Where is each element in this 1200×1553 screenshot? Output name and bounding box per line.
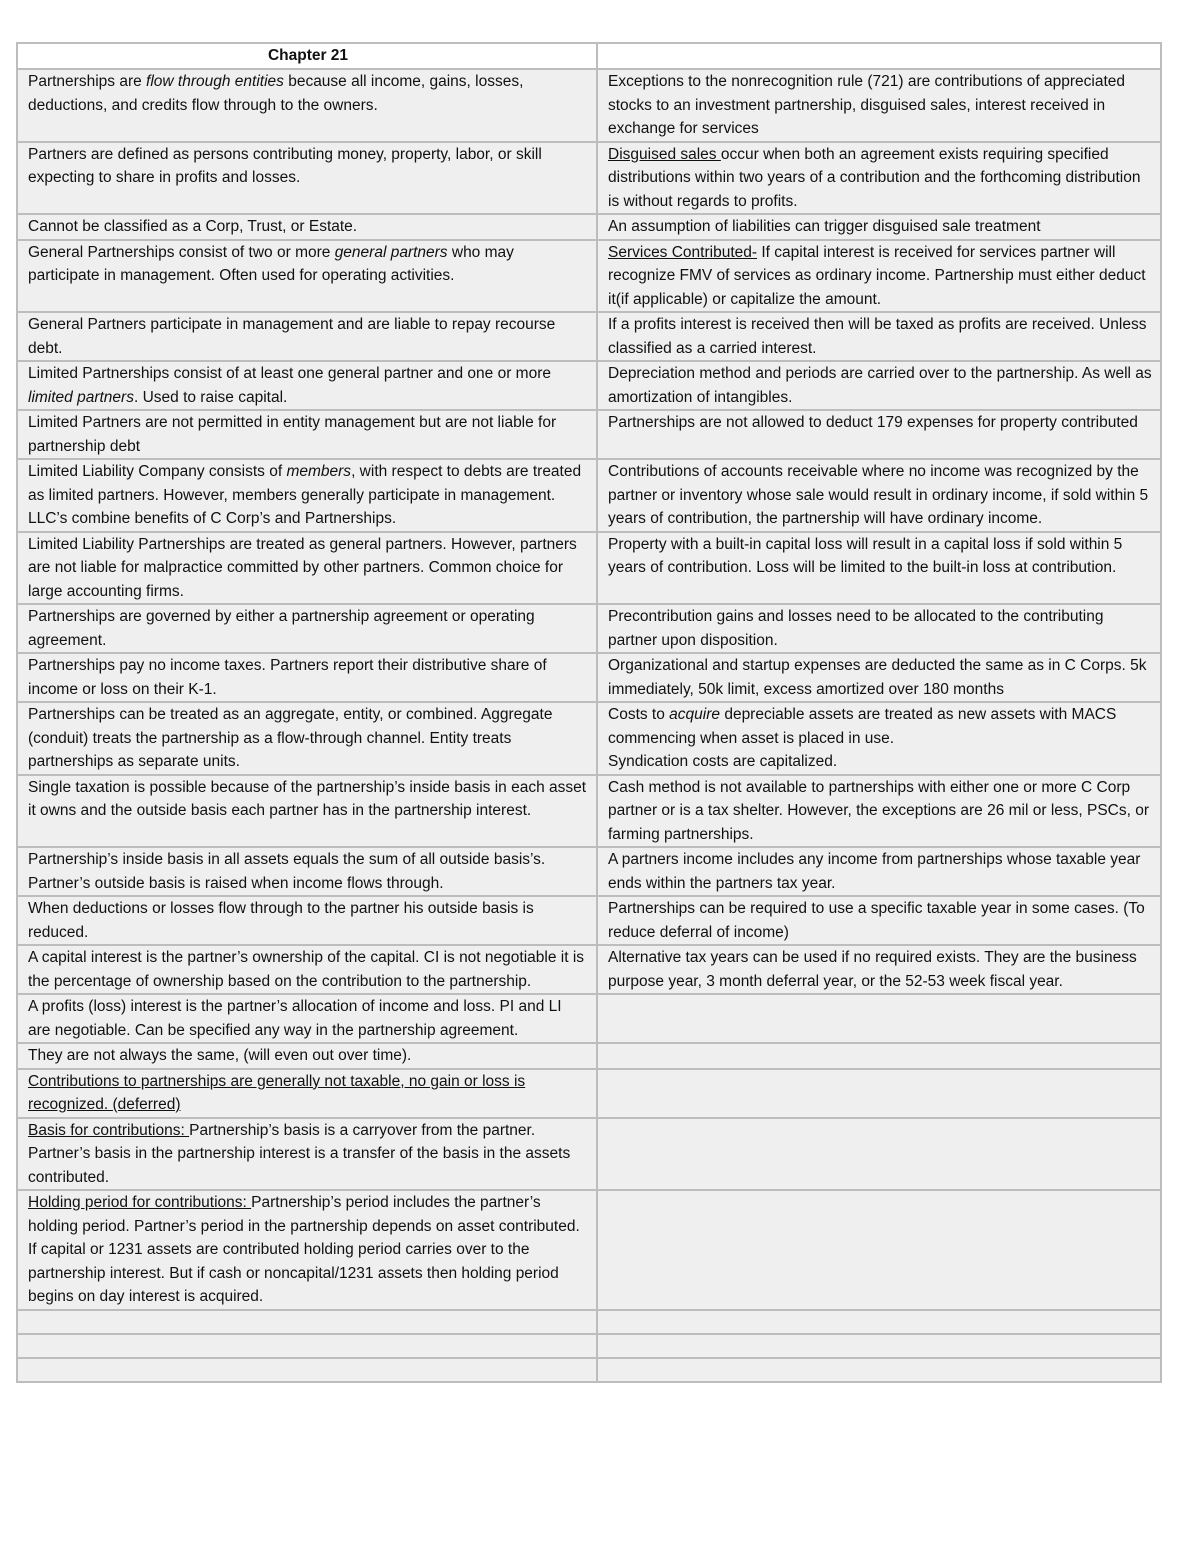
left-cell	[17, 240, 597, 313]
cell-text: Limited Partnerships consist of at least one general partner and one or more	[28, 365, 551, 382]
underlined-label: Basis for contributions:	[28, 1121, 190, 1139]
table-row	[17, 459, 1161, 532]
cell-text: Limited Liability Company consists of	[28, 463, 287, 480]
cell-text: Partnerships can be required to use a specific taxable year in some cases. (To reduce deferral of income)	[608, 900, 1145, 941]
table-row	[17, 1118, 1161, 1191]
right-cell	[597, 1118, 1161, 1191]
cell-text: Organizational and startup expenses are deducted the same as in C Corps. 5k immediately, 50k limit, excess amortized over 180 months	[608, 657, 1147, 698]
left-cell	[17, 312, 597, 361]
cell-text: When deductions or losses flow through to the partner his outside basis is reduced.	[28, 900, 534, 941]
left-cell	[17, 604, 597, 653]
cell-text: Partnership’s inside basis in all assets equals the sum of all outside basis’s. Partner’s outside basis is raised when income flows through.	[28, 851, 546, 892]
cell-text: Precontribution gains and losses need to be allocated to the contributing partner upon disposition.	[608, 608, 1104, 649]
cell-text: Partnerships are governed by either a partnership agreement or operating agreement.	[28, 608, 535, 649]
cell-text: who may participate in management. Often used for operating activities.	[28, 243, 514, 284]
right-cell	[597, 653, 1161, 702]
right-cell	[597, 361, 1161, 410]
right-cell	[597, 1358, 1161, 1382]
table-row	[17, 896, 1161, 945]
left-cell	[17, 945, 597, 994]
right-cell	[597, 459, 1161, 532]
table-row	[17, 312, 1161, 361]
left-cell	[17, 1334, 597, 1358]
italic-term: limited partners	[28, 388, 134, 406]
cell-text: Exceptions to the nonrecognition rule (721) are contributions of appreciated stocks to an investment partnership, disguised sales, interest received in exchange for services	[608, 73, 1125, 137]
cell-text: depreciable assets are treated as new assets with MACS commencing when asset is placed in use.	[608, 706, 1117, 747]
table-row	[17, 1043, 1161, 1069]
left-cell	[17, 532, 597, 605]
right-cell	[597, 1043, 1161, 1069]
cell-text: Partnerships pay no income taxes. Partners report their distributive share of income or loss on their K-1.	[28, 657, 547, 698]
cell-text: General Partners participate in management and are liable to repay recourse debt.	[28, 316, 556, 357]
right-cell	[597, 604, 1161, 653]
left-cell	[17, 1069, 597, 1118]
right-cell	[597, 775, 1161, 848]
left-cell	[17, 847, 597, 896]
table-row	[17, 653, 1161, 702]
cell-text: Limited Partners are not permitted in entity management but are not liable for partnership debt	[28, 414, 557, 455]
cell-text: General Partnerships consist of two or more	[28, 243, 335, 261]
table-row	[17, 410, 1161, 459]
header-empty-cell	[597, 43, 1161, 69]
cell-text: Limited Liability Partnerships are treated as general partners. However, partners are not liable for malpractice committed by other partners. Common choice for large accounting firms.	[28, 535, 577, 600]
cell-text: An assumption of liabilities can trigger disguised sale treatment	[608, 218, 1041, 235]
cell-text: A profits (loss) interest is the partner’s allocation of income and loss. PI and LI are negotiable. Can be specified any way in the partnership agreement.	[28, 998, 562, 1039]
cell-text: Partnerships are	[28, 73, 147, 90]
left-cell	[17, 361, 597, 410]
left-cell	[17, 1118, 597, 1191]
chapter-title: Chapter 21	[17, 43, 597, 69]
table-row	[17, 775, 1161, 848]
table-row	[17, 1069, 1161, 1118]
underlined-label: Disguised sales	[608, 145, 721, 163]
table-row	[17, 214, 1161, 240]
cell-text: Alternative tax years can be used if no required exists. They are the business purpose year, 3 month deferral year, or the 52-53 week fiscal year.	[608, 949, 1137, 990]
left-cell	[17, 1310, 597, 1334]
right-cell	[597, 142, 1161, 215]
right-cell	[597, 945, 1161, 994]
left-cell	[17, 69, 597, 142]
right-cell	[597, 847, 1161, 896]
underlined-label: Holding period for contributions:	[28, 1194, 252, 1211]
italic-term: members	[286, 463, 352, 480]
cell-text: Partnerships can be treated as an aggregate, entity, or combined. Aggregate (conduit) treats the partnership as a flow-through channel. Entity treats partnerships as separate units.	[28, 706, 553, 770]
italic-term: flow through entities	[146, 73, 284, 90]
cell-text: occur when both an agreement exists requiring specified distributions within two years of a contribution and the forthcoming distribution is without regards to profits.	[608, 145, 1141, 210]
left-cell	[17, 702, 597, 775]
underlined-label: Contributions to partnerships are generally not taxable, no gain or loss is recognized. (deferred)	[28, 1072, 526, 1113]
left-cell	[17, 653, 597, 702]
left-cell	[17, 1358, 597, 1382]
cell-text: , with respect to debts are treated as limited partners. However, members generally participate in management. LLC’s combine benefits of C Corp’s and Partnerships.	[28, 463, 582, 527]
cell-text: Single taxation is possible because of the partnership’s inside basis in each asset it owns and the outside basis each partner has in the partnership interest.	[28, 778, 587, 819]
right-cell	[597, 1310, 1161, 1334]
underlined-label: Services Contributed-	[608, 243, 758, 261]
cell-text: If capital interest is received for services partner will recognize FMV of services as ordinary income. Partnership must either deduct it(if applicable) or capitalize the amount.	[608, 243, 1146, 308]
right-cell	[597, 1334, 1161, 1358]
cell-text: Syndication costs are capitalized.	[608, 753, 838, 770]
cell-text: Partnership’s period includes the partner’s holding period. Partner’s period in the partnership depends on asset contributed. If capital or 1231 assets are contributed holding period carries over to the partnership interest. But if cash or noncapital/1231 assets then holding period begins on day interest is acquired.	[28, 1194, 580, 1305]
right-cell	[597, 896, 1161, 945]
table-row	[17, 604, 1161, 653]
left-cell	[17, 459, 597, 532]
left-cell	[17, 142, 597, 215]
cell-text: Partnerships are not allowed to deduct 179 expenses for property contributed	[608, 414, 1138, 431]
right-cell	[597, 532, 1161, 605]
table-row	[17, 1358, 1161, 1382]
right-cell	[597, 69, 1161, 142]
table-row	[17, 847, 1161, 896]
cell-text: Cannot be classified as a Corp, Trust, or Estate.	[28, 218, 358, 235]
cell-text: They are not always the same, (will even out over time).	[28, 1047, 412, 1064]
cell-text: Costs to	[608, 706, 670, 723]
right-cell	[597, 410, 1161, 459]
left-cell	[17, 1190, 597, 1310]
cell-text: Contributions of accounts receivable where no income was recognized by the partner or inventory whose sale would result in ordinary income, if sold within 5 years of contribution, the partnership will have ordinary income.	[608, 463, 1149, 527]
right-cell	[597, 1190, 1161, 1310]
cell-text: because all income, gains, losses, deductions, and credits flow through to the owners.	[28, 73, 524, 114]
cell-text: Cash method is not available to partnerships with either one or more C Corp partner or is a tax shelter. However, the exceptions are 26 mil or less, PSCs, or farming partnerships.	[608, 778, 1150, 843]
notes-table	[16, 42, 1162, 1383]
table-row	[17, 240, 1161, 313]
italic-term: general partners	[334, 243, 448, 261]
table-row	[17, 1310, 1161, 1334]
left-cell	[17, 775, 597, 848]
right-cell	[597, 1069, 1161, 1118]
table-row	[17, 69, 1161, 142]
table-row	[17, 361, 1161, 410]
table-row	[17, 532, 1161, 605]
cell-text: Property with a built-in capital loss will result in a capital loss if sold within 5 years of contribution. Loss will be limited to the built-in loss at contribution.	[608, 535, 1123, 576]
right-cell	[597, 994, 1161, 1043]
cell-text: A partners income includes any income from partnerships whose taxable year ends within the partners tax year.	[608, 851, 1141, 892]
cell-text: A capital interest is the partner’s ownership of the capital. CI is not negotiable it is the percentage of ownership based on the contribution to the partnership.	[28, 949, 585, 990]
table-row	[17, 702, 1161, 775]
left-cell	[17, 214, 597, 240]
right-cell	[597, 214, 1161, 240]
italic-term: acquire	[669, 706, 721, 723]
table-header-row	[17, 43, 1161, 69]
cell-text: Partnership’s basis is a carryover from the partner. Partner’s basis in the partnership interest is a transfer of the basis in the assets contributed.	[28, 1121, 571, 1186]
left-cell	[17, 1043, 597, 1069]
table-row	[17, 142, 1161, 215]
cell-text: If a profits interest is received then will be taxed as profits are received. Unless classified as a carried interest.	[608, 316, 1147, 357]
cell-text: Partners are defined as persons contributing money, property, labor, or skill expecting to share in profits and losses.	[28, 145, 542, 186]
right-cell	[597, 240, 1161, 313]
left-cell	[17, 410, 597, 459]
table-row	[17, 1334, 1161, 1358]
table-row	[17, 994, 1161, 1043]
left-cell	[17, 896, 597, 945]
table-row	[17, 1190, 1161, 1310]
cell-text: Depreciation method and periods are carried over to the partnership. As well as amortization of intangibles.	[608, 365, 1152, 406]
right-cell	[597, 312, 1161, 361]
cell-text: . Used to raise capital.	[133, 388, 288, 406]
right-cell	[597, 702, 1161, 775]
left-cell	[17, 994, 597, 1043]
table-row	[17, 945, 1161, 994]
